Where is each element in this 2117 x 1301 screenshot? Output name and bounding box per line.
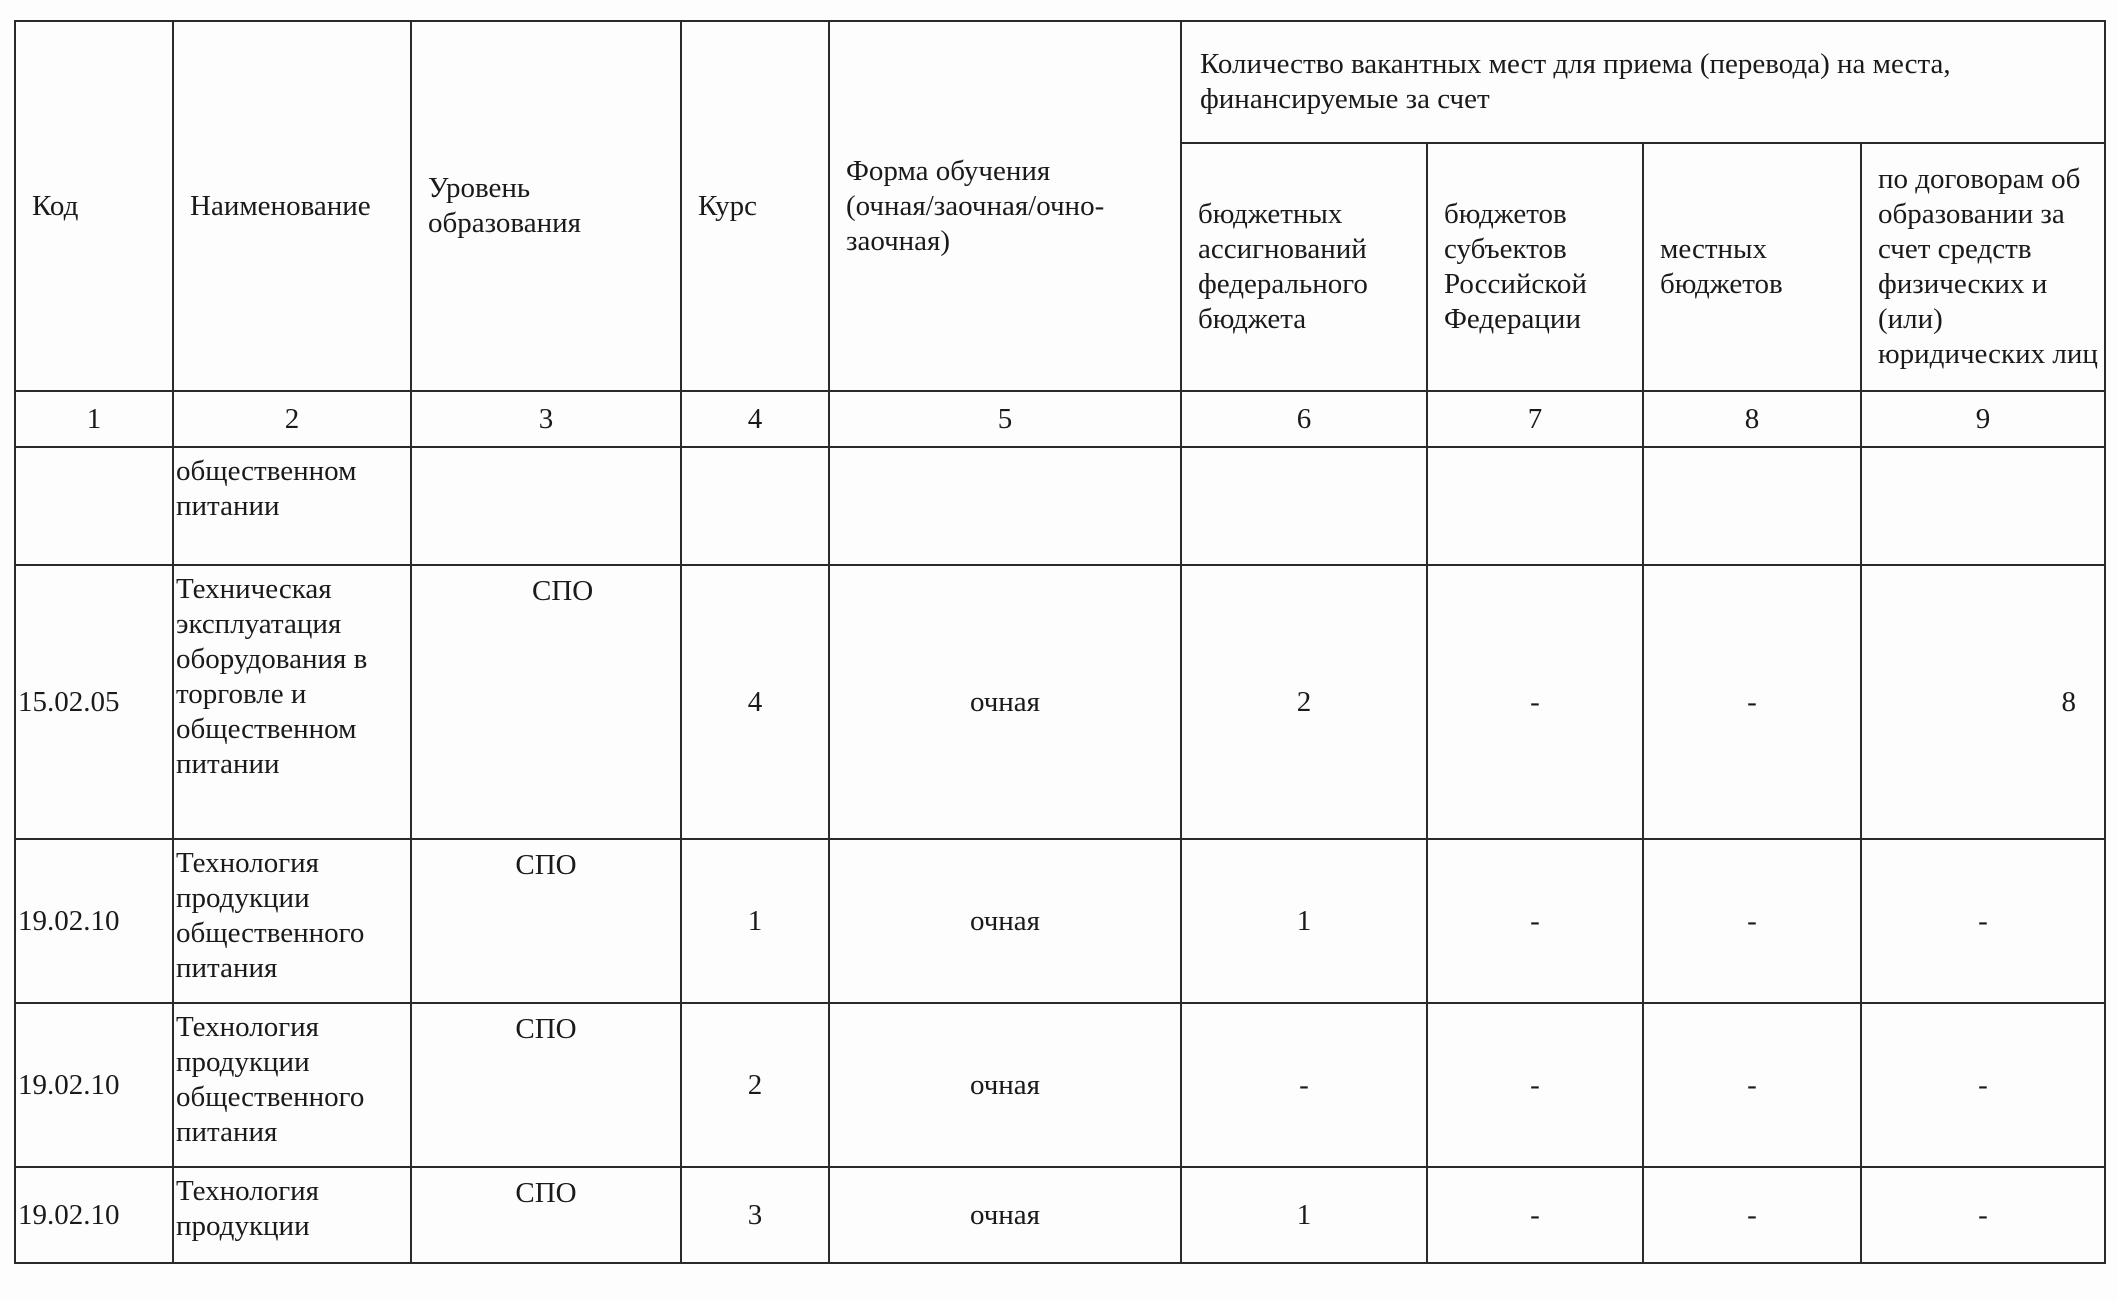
column-number: 8: [1643, 391, 1861, 447]
cell-course: 4: [681, 565, 829, 839]
cell-local: [1643, 447, 1861, 565]
cell-level: СПО: [411, 565, 681, 839]
column-number: 3: [411, 391, 681, 447]
cell-name: Технология продукции общественного питания: [173, 1003, 411, 1167]
column-number: 4: [681, 391, 829, 447]
cell-contract: [1861, 447, 2105, 565]
cell-course: 1: [681, 839, 829, 1003]
cell-regional: -: [1427, 565, 1643, 839]
cell-code: 19.02.10: [15, 1003, 173, 1167]
cell-level: СПО: [411, 1003, 681, 1167]
cell-local: -: [1643, 1167, 1861, 1263]
cell-code: [15, 447, 173, 565]
cell-local: -: [1643, 839, 1861, 1003]
column-number: 9: [1861, 391, 2105, 447]
cell-federal: 1: [1181, 839, 1427, 1003]
cell-course: 2: [681, 1003, 829, 1167]
table-row: [15, 1167, 2105, 1263]
cell-contract: -: [1861, 1003, 2105, 1167]
cell-form: очная: [829, 1167, 1181, 1263]
cell-name: общественном питании: [173, 447, 411, 565]
header-name: Наименование: [173, 21, 411, 391]
cell-code: 19.02.10: [15, 1167, 173, 1263]
header-code: Код: [15, 21, 173, 391]
header-form: Форма обучения (очная/заочная/очно-заочная): [829, 21, 1181, 391]
cell-contract: 8: [1861, 565, 2105, 839]
cell-local: -: [1643, 565, 1861, 839]
table-row: [15, 447, 2105, 565]
cell-form: очная: [829, 1003, 1181, 1167]
table-row: [15, 565, 2105, 839]
cell-regional: -: [1427, 1167, 1643, 1263]
header-level: Уровень образования: [411, 21, 681, 391]
column-number: 5: [829, 391, 1181, 447]
cell-regional: -: [1427, 839, 1643, 1003]
cell-level: СПО: [411, 1167, 681, 1263]
cell-local: -: [1643, 1003, 1861, 1167]
table-row: [15, 1003, 2105, 1167]
cell-form: очная: [829, 565, 1181, 839]
cell-federal: [1181, 447, 1427, 565]
column-number: 6: [1181, 391, 1427, 447]
column-number: 2: [173, 391, 411, 447]
cell-code: 15.02.05: [15, 565, 173, 839]
cell-form: очная: [829, 839, 1181, 1003]
cell-form: [829, 447, 1181, 565]
cell-level: [411, 447, 681, 565]
cell-contract: -: [1861, 839, 2105, 1003]
cell-name: Технология продукции: [173, 1167, 411, 1263]
cell-regional: [1427, 447, 1643, 565]
cell-contract: -: [1861, 1167, 2105, 1263]
header-contract: по договорам об образовании за счет средств физических и (или) юридических лиц: [1861, 143, 2105, 391]
header-row-1: [15, 21, 2105, 143]
cell-name: Техническая эксплуатация оборудования в торговле и общественном питании: [173, 565, 411, 839]
header-course: Курс: [681, 21, 829, 391]
header-funding-group: Количество вакантных мест для приема (перевода) на места, финансируемые за счет: [1181, 21, 2105, 143]
cell-course: [681, 447, 829, 565]
header-local: местных бюджетов: [1643, 143, 1861, 391]
cell-regional: -: [1427, 1003, 1643, 1167]
cell-federal: 2: [1181, 565, 1427, 839]
cell-level: СПО: [411, 839, 681, 1003]
cell-course: 3: [681, 1167, 829, 1263]
cell-name: Технология продукции общественного питания: [173, 839, 411, 1003]
header-regional: бюджетов субъектов Российской Федерации: [1427, 143, 1643, 391]
cell-federal: -: [1181, 1003, 1427, 1167]
cell-code: 19.02.10: [15, 839, 173, 1003]
table-row: [15, 839, 2105, 1003]
vacancies-table: [14, 20, 2106, 1264]
header-federal: бюджетных ассигнований федерального бюджета: [1181, 143, 1427, 391]
cell-federal: 1: [1181, 1167, 1427, 1263]
column-number: 1: [15, 391, 173, 447]
column-number-row: [15, 391, 2105, 447]
column-number: 7: [1427, 391, 1643, 447]
